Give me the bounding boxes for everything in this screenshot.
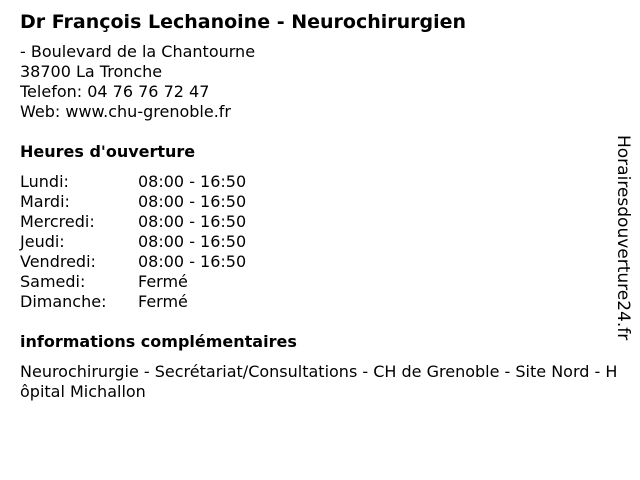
hours-row-monday <box>20 172 624 192</box>
hours-row-friday <box>20 252 624 272</box>
day-label: Samedi: <box>20 272 86 291</box>
day-hours: 08:00 - 16:50 <box>138 192 247 211</box>
day-hours: Fermé <box>138 272 188 291</box>
day-label: Mercredi: <box>20 212 95 231</box>
page-title: Dr François Lechanoine - Neurochirurgien <box>20 11 467 33</box>
additional-info-text: Neurochirurgie - Secrétariat/Consultations - CH de Grenoble - Site Nord - Hôpital Michallon <box>20 362 618 401</box>
website-text: Web: www.chu-grenoble.fr <box>20 102 231 121</box>
day-label: Mardi: <box>20 192 70 211</box>
address-block <box>20 42 624 122</box>
brand-watermark <box>612 135 636 345</box>
phone-number: Telefon: 04 76 76 72 47 <box>20 82 210 101</box>
hours-row-thursday <box>20 232 624 252</box>
day-hours: 08:00 - 16:50 <box>138 252 247 271</box>
day-label: Dimanche: <box>20 292 107 311</box>
day-hours: 08:00 - 16:50 <box>138 232 247 251</box>
address-street: - Boulevard de la Chantourne <box>20 42 256 61</box>
page-content <box>20 10 624 402</box>
brand-watermark-text: Horairesdouverture24.fr <box>613 135 633 341</box>
opening-hours-table <box>20 172 624 312</box>
address-city: 38700 La Tronche <box>20 62 163 81</box>
day-label: Vendredi: <box>20 252 96 271</box>
additional-info-heading: informations complémentaires <box>20 332 297 351</box>
day-hours: 08:00 - 16:50 <box>138 212 247 231</box>
opening-hours-heading: Heures d'ouverture <box>20 142 196 161</box>
day-hours: Fermé <box>138 292 188 311</box>
hours-row-wednesday <box>20 212 624 232</box>
hours-row-sunday <box>20 292 624 312</box>
day-label: Jeudi: <box>20 232 65 251</box>
hours-row-tuesday <box>20 192 624 212</box>
day-hours: 08:00 - 16:50 <box>138 172 247 191</box>
day-label: Lundi: <box>20 172 69 191</box>
hours-row-saturday <box>20 272 624 292</box>
